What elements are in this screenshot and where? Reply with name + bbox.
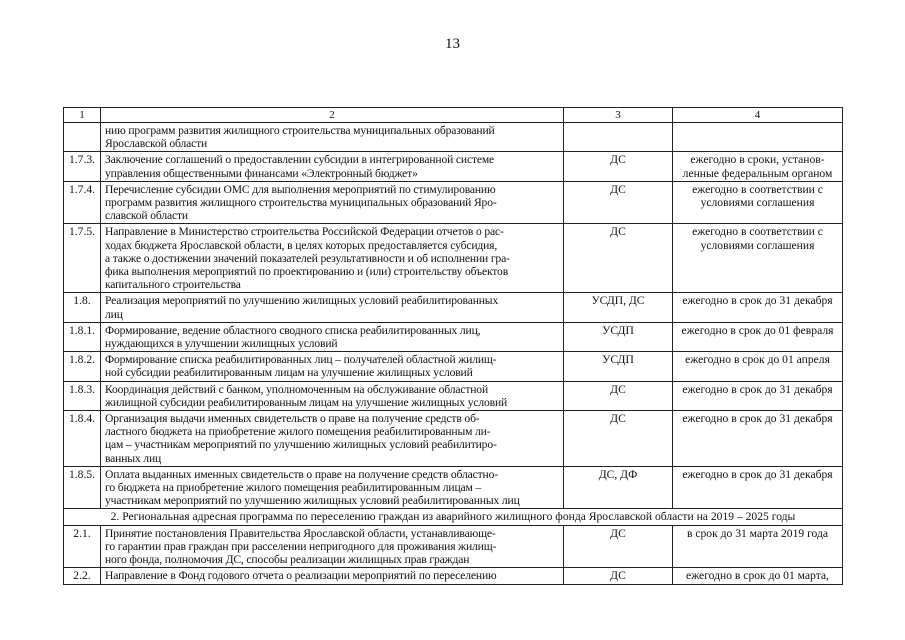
activity-description	[101, 525, 564, 568]
table-row	[64, 293, 843, 322]
item-number: 2.1.	[64, 525, 101, 568]
description-line: Направление в Фонд годового отчета о реализации мероприятий по переселению	[105, 569, 497, 583]
plan-table	[63, 107, 843, 585]
activity-description	[101, 466, 564, 509]
executor: УСДП	[564, 322, 673, 351]
header-col-4: 4	[673, 108, 843, 123]
executor	[564, 123, 673, 152]
executor: УСДП	[564, 352, 673, 381]
description-line: нию программ развития жилищного строительства муниципальных образований	[105, 124, 495, 137]
item-number: 1.8.5.	[64, 466, 101, 509]
activity-description	[101, 568, 564, 584]
header-col-1: 1	[64, 108, 101, 123]
description-line: лиц	[105, 307, 123, 321]
activity-description	[101, 224, 564, 293]
executor: ДС	[564, 381, 673, 410]
table-row	[64, 181, 843, 224]
deadline	[673, 411, 843, 467]
deadline	[673, 152, 843, 181]
description-line: ластного бюджета на приобретение жилого помещения реабилитированным ли-	[105, 425, 491, 439]
table-row	[64, 224, 843, 293]
item-number: 1.7.3.	[64, 152, 101, 181]
table-row	[64, 352, 843, 381]
table-row	[64, 525, 843, 568]
description-line: Реализация мероприятий по улучшению жилищных условий реабилитированных	[105, 294, 499, 308]
item-number: 1.8.2.	[64, 352, 101, 381]
executor: ДС	[564, 224, 673, 293]
description-line: жилищной субсидии реабилитированным лицам на улучшение жилищных условий	[105, 395, 508, 409]
deadline	[673, 224, 843, 293]
description-line: Перечисление субсидии ОМС для выполнения мероприятий по стимулированию	[105, 182, 496, 196]
item-number: 1.8.	[64, 293, 101, 322]
header-col-3: 3	[564, 108, 673, 123]
description-line: ходах бюджета Ярославской области, в целях которых предоставляется субсидия,	[105, 238, 498, 252]
description-line: программ развития жилищного строительства муниципальных образований Яро-	[105, 196, 497, 210]
deadline	[673, 181, 843, 224]
item-number: 1.7.4.	[64, 181, 101, 224]
deadline-line: ежегодно в срок до 31 декабря	[682, 294, 833, 308]
description-line: Организация выдачи именных свидетельств о праве на получение средств об-	[105, 412, 480, 426]
description-line: а также о достижении значений показателей результативности и об исполнении гра-	[105, 251, 510, 265]
description-line: фика выполнения мероприятий по проектированию и (или) строительству объектов	[105, 265, 509, 279]
description-line: капитального строительства	[105, 278, 241, 292]
section-title: 2. Региональная адресная программа по переселению граждан из аварийного жилищного фонда Ярославской области на 2019 – 2025 годы	[64, 509, 843, 525]
activity-description	[101, 411, 564, 467]
deadline-line: ежегодно в соответствии с	[692, 182, 823, 196]
activity-description	[101, 123, 564, 152]
deadline	[673, 123, 843, 152]
description-line: Формирование, ведение областного сводного списка реабилитированных лиц,	[105, 323, 481, 337]
description-line: цам – участникам мероприятий по улучшению жилищных условий реабилитиро-	[105, 438, 497, 452]
item-number: 1.8.4.	[64, 411, 101, 467]
description-line: го гарантии прав граждан при расселении непригодного для проживания жилищ-	[105, 539, 497, 553]
table-row	[64, 381, 843, 410]
deadline	[673, 525, 843, 568]
deadline-line: ежегодно в сроки, установ-	[690, 153, 825, 167]
description-line: нуждающихся в улучшении жилищных условий	[105, 337, 338, 351]
item-number: 1.7.5.	[64, 224, 101, 293]
activity-description	[101, 381, 564, 410]
activity-description	[101, 322, 564, 351]
activity-description	[101, 293, 564, 322]
deadline	[673, 322, 843, 351]
table-row	[64, 123, 843, 152]
description-line: Направление в Министерство строительства Российской Федерации отчетов о рас-	[105, 225, 504, 239]
item-number	[64, 123, 101, 152]
deadline-line: ежегодно в срок до 31 декабря	[682, 412, 833, 426]
item-number: 2.2.	[64, 568, 101, 584]
deadline-line: ежегодно в срок до 01 апреля	[685, 353, 830, 367]
table-row	[64, 152, 843, 181]
section-row	[64, 509, 843, 525]
executor: ДС, ДФ	[564, 466, 673, 509]
description-line: Принятие постановления Правительства Ярославской области, устанавливающе-	[105, 526, 496, 540]
deadline	[673, 568, 843, 584]
description-line: участникам мероприятий по улучшению жилищных условий реабилитированных лиц	[105, 494, 520, 508]
deadline	[673, 352, 843, 381]
executor: УСДП, ДС	[564, 293, 673, 322]
activity-description	[101, 352, 564, 381]
executor: ДС	[564, 181, 673, 224]
deadline-line: ежегодно в срок до 31 декабря	[682, 382, 833, 396]
item-number: 1.8.1.	[64, 322, 101, 351]
description-line: Заключение соглашений о предоставлении субсидии в интегрированной системе	[105, 153, 495, 167]
deadline-line: условиями соглашения	[700, 238, 815, 252]
table-row	[64, 466, 843, 509]
description-line: славской области	[105, 209, 188, 223]
table-row	[64, 411, 843, 467]
deadline-line: в срок до 31 марта 2019 года	[686, 526, 829, 540]
description-line: Формирование списка реабилитированных лиц – получателей областной жилищ-	[105, 353, 497, 367]
deadline	[673, 293, 843, 322]
description-line: Оплата выданных именных свидетельств о праве на получение средств областно-	[105, 467, 498, 481]
description-line: го бюджета на приобретение жилого помещения реабилитированным лицам –	[105, 481, 482, 495]
description-line: ного фонда, полномочия ДС, способы реализации жилищных прав граждан	[105, 553, 470, 567]
header-col-2: 2	[101, 108, 564, 123]
description-line: Координация действий с банком, уполномоченным на обслуживание областной	[105, 382, 488, 396]
description-line: управления общественными финансами «Электронный бюджет»	[105, 166, 418, 180]
table-row	[64, 322, 843, 351]
page-number: 13	[445, 36, 460, 52]
item-number: 1.8.3.	[64, 381, 101, 410]
deadline-line: ежегодно в срок до 31 декабря	[682, 467, 833, 481]
description-line: Ярославской области	[105, 137, 208, 151]
description-line: ванных лиц	[105, 451, 162, 465]
description-line: ной субсидии реабилитированным лицам на улучшение жилищных условий	[105, 366, 473, 380]
activity-description	[101, 152, 564, 181]
deadline-line: ежегодно в срок до 01 марта,	[686, 569, 829, 583]
executor: ДС	[564, 411, 673, 467]
executor: ДС	[564, 152, 673, 181]
deadline-line: условиями соглашения	[700, 196, 815, 210]
table-row	[64, 568, 843, 584]
executor: ДС	[564, 525, 673, 568]
deadline	[673, 466, 843, 509]
executor: ДС	[564, 568, 673, 584]
activity-description	[101, 181, 564, 224]
deadline-line: ленные федеральным органом	[682, 166, 833, 180]
deadline	[673, 381, 843, 410]
deadline-line: ежегодно в соответствии с	[692, 225, 823, 239]
table-header-row	[64, 108, 843, 123]
deadline-line: ежегодно в срок до 01 февраля	[681, 323, 834, 337]
